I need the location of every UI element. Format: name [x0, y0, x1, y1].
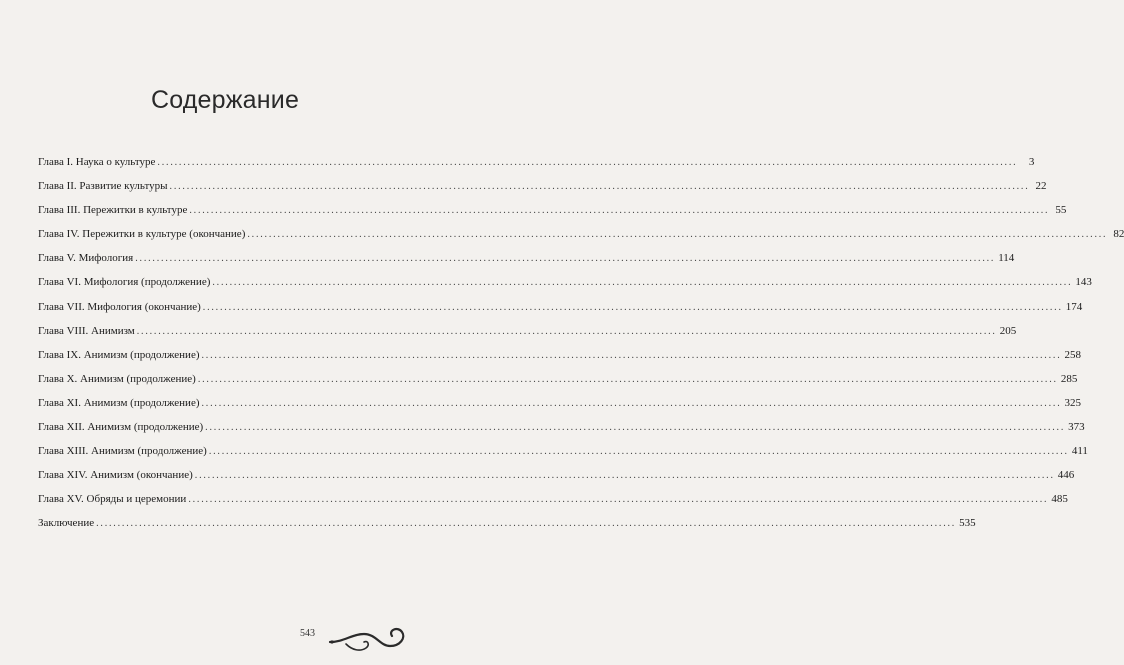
toc-dot-leader: ........................................................................................................................................................................................................ — [201, 397, 1062, 409]
toc-dot-leader: ........................................................................................................................................................................................................ — [169, 181, 1030, 193]
toc-entry-title: Глава XIII. Анимизм (продолжение) — [38, 445, 207, 458]
toc-dot-leader: ........................................................................................................................................................................................................ — [205, 422, 1066, 434]
toc-entry-page: 325 — [1064, 396, 1081, 409]
toc-dot-leader: ........................................................................................................................................................................................................ — [247, 229, 1108, 241]
toc-entry-page: 114 — [998, 252, 1015, 265]
toc-entry-page: 411 — [1071, 445, 1088, 458]
toc-entry-title: Глава III. Пережитки в культуре — [38, 204, 188, 217]
toc-entry-title: Глава VIII. Анимизм — [38, 324, 135, 337]
toc-entry — [38, 343, 1081, 367]
toc-dot-leader: ........................................................................................................................................................................................................ — [202, 301, 1063, 313]
toc-entry-title: Заключение — [38, 517, 95, 530]
toc-entry-title: Глава X. Анимизм (продолжение) — [38, 372, 196, 385]
toc-entry-title: Глава IV. Пережитки в культуре (окончание) — [38, 228, 246, 241]
toc-entry — [38, 295, 1083, 319]
toc-dot-leader: ........................................................................................................................................................................................................ — [189, 205, 1050, 217]
toc-entry — [38, 319, 1017, 343]
page-title: Содержание — [150, 86, 300, 114]
toc-entry-page: 205 — [999, 324, 1017, 337]
table-of-contents — [38, 150, 1124, 536]
toc-dot-leader: ........................................................................................................................................................................................................ — [188, 494, 1049, 506]
toc-entry — [38, 246, 1015, 270]
toc-entry-title: Глава I. Наука о культуре — [38, 156, 156, 168]
toc-entry-title: Глава V. Мифология — [38, 252, 134, 265]
toc-entry-page: 22 — [1035, 180, 1047, 193]
toc-entry-title: Глава XII. Анимизм (продолжение) — [38, 421, 204, 434]
toc-entry — [38, 174, 1047, 198]
toc-dot-leader: ........................................................................................................................................................................................................ — [135, 253, 996, 265]
toc-entry-title: Глава XIV. Анимизм (окончание) — [38, 469, 193, 482]
toc-entry-title: Глава IX. Анимизм (продолжение) — [38, 348, 200, 361]
toc-entry-page: 82 — [1113, 228, 1124, 241]
toc-entry — [38, 222, 1124, 246]
toc-dot-leader: ........................................................................................................................................................................................................ — [208, 446, 1069, 458]
toc-entry — [38, 150, 1035, 174]
toc-dot-leader: ........................................................................................................................................................................................................ — [201, 349, 1062, 361]
toc-entry-page: 3 — [1028, 156, 1035, 168]
toc-entry-page: 174 — [1065, 300, 1083, 313]
toc-entry-title: Глава II. Развитие культуры — [38, 180, 168, 193]
toc-entry — [38, 511, 976, 535]
toc-entry-title: Глава XV. Обряды и церемонии — [38, 493, 187, 506]
toc-entry-page: 373 — [1068, 421, 1085, 434]
toc-entry — [38, 439, 1088, 463]
toc-entry — [38, 463, 1075, 487]
toc-entry-page: 258 — [1064, 348, 1081, 361]
toc-entry-page: 446 — [1057, 469, 1075, 482]
toc-entry-title: Глава VI. Мифология (продолжение) — [38, 276, 211, 289]
toc-dot-leader: ........................................................................................................................................................................................................ — [212, 277, 1073, 289]
toc-dot-leader: ........................................................................................................................................................................................................ — [96, 518, 957, 530]
toc-entry — [38, 198, 1067, 222]
toc-dot-leader: ........................................................................................................................................................................................................ — [136, 325, 997, 337]
page-number: 543 — [300, 628, 315, 639]
toc-entry — [38, 391, 1081, 415]
toc-entry-page: 485 — [1051, 493, 1068, 506]
toc-entry-page: 55 — [1055, 204, 1067, 217]
toc-entry — [38, 270, 1092, 294]
toc-entry-page: 535 — [959, 517, 976, 530]
toc-entry-title: Глава VII. Мифология (окончание) — [38, 300, 201, 313]
toc-entry-title: Глава XI. Анимизм (продолжение) — [38, 396, 200, 409]
toc-entry — [38, 415, 1085, 439]
toc-entry-page: 285 — [1060, 372, 1078, 385]
toc-dot-leader: ........................................................................................................................................................................................................ — [197, 373, 1058, 385]
flourish-ornament-icon — [326, 620, 410, 660]
toc-entry — [38, 367, 1078, 391]
toc-entry — [38, 487, 1068, 511]
toc-dot-leader: ........................................................................................................................................................................................................ — [194, 470, 1055, 482]
toc-entry-page: 143 — [1075, 276, 1092, 289]
toc-dot-leader: ........................................................................................................................................................................................................ — [157, 157, 1018, 168]
